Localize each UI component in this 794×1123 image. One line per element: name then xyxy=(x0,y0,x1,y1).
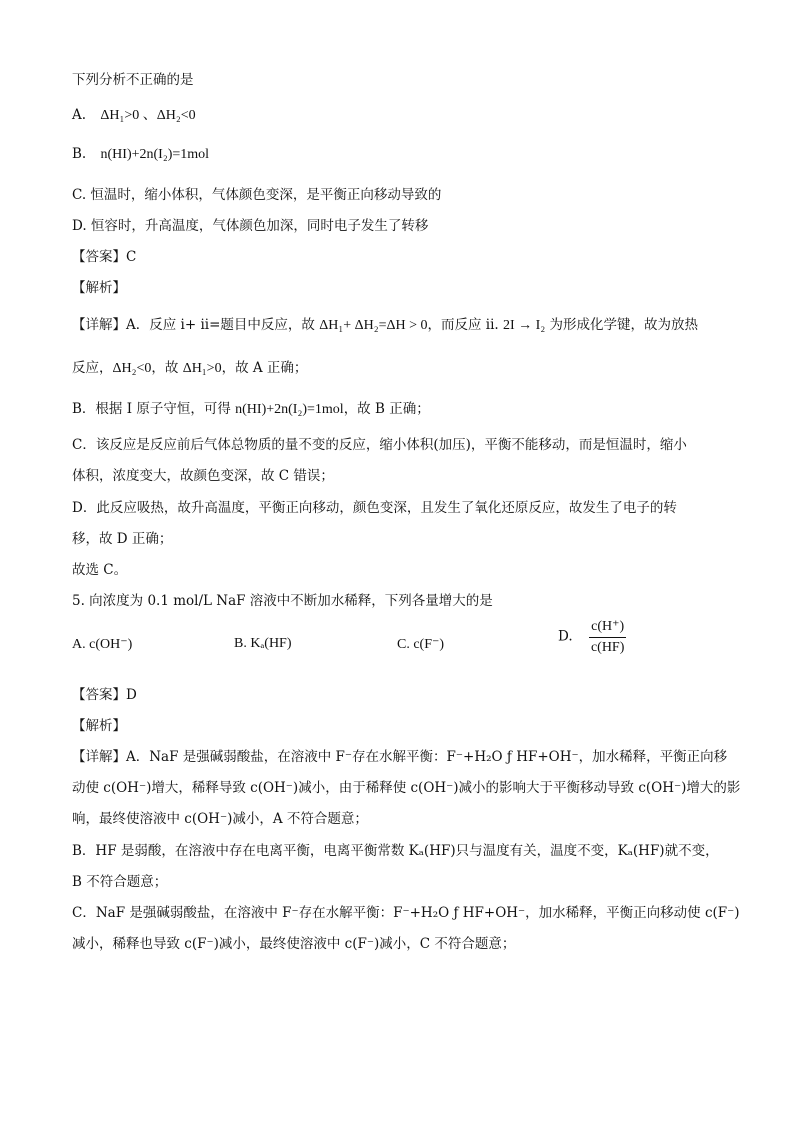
fraction-numerator: c(H⁺) xyxy=(589,618,626,638)
q5-detail-a-1: 【详解】A．NaF 是强碱弱酸盐，在溶液中 F⁻存在水解平衡：F⁻+H₂O ƒ HF+OH⁻，加水稀释，平衡正向移 xyxy=(72,749,728,765)
q4-detail-d-2: 移，故 D 正确； xyxy=(72,531,173,547)
q5-answer xyxy=(72,683,137,703)
q5-detail-a-3: 响，最终使溶液中 c(OH⁻)减小，A 不符合题意； xyxy=(72,811,368,827)
q5-detail-b-1: B．HF 是弱酸，在溶液中存在电离平衡，电离平衡常数 Kₐ(HF)只与温度有关，温度不变，Kₐ(HF)就不变， xyxy=(72,843,719,859)
q5-stem: 5. 向浓度为 0.1 mol/L NaF 溶液中不断加水稀释，下列各量增大的是 xyxy=(72,593,493,609)
q4-option-a-math: ΔH₁>0 、ΔH₂<0 xyxy=(100,108,196,123)
q4-detail-b xyxy=(72,397,430,418)
detail-text: 【详解】A．反应 i+ ii=题目中反应，故 xyxy=(72,317,320,333)
fraction-denominator: c(HF) xyxy=(590,640,625,655)
answer-value: C xyxy=(126,249,137,265)
q4-detail-line-1 xyxy=(72,313,698,334)
q5-option-d xyxy=(558,618,626,656)
detail-text: ，故 B 正确； xyxy=(343,401,430,417)
q4-detail-d-1: D．此反应吸热，故升高温度，平衡正向移动，颜色变深，且发生了氧化还原反应，故发生了电子的转 xyxy=(72,500,677,516)
q5-analysis-tag: 【解析】 xyxy=(72,718,126,734)
detail-math: n(HI)+2n(I₂)=1mol xyxy=(235,402,344,417)
q5-detail-b-2: B 不符合题意； xyxy=(72,874,168,890)
q4-option-b-label: B. xyxy=(72,146,87,162)
q5-option-d-label: D. xyxy=(558,628,573,645)
q5-detail-c-2: 减小，稀释也导致 c(F⁻)减小，最终使溶液中 c(F⁻)减小，C 不符合题意； xyxy=(72,936,516,952)
q4-detail-line-2 xyxy=(72,356,307,377)
q4-detail-c-2: 体积，浓度变大，故颜色变深，故 C 错误； xyxy=(72,468,334,484)
detail-text: ，故 A 正确； xyxy=(221,360,308,376)
q5-detail-a-2: 动使 c(OH⁻)增大，稀释导致 c(OH⁻)减小，由于稀释使 c(OH⁻)减小的影响大于平衡移动导致 c(OH⁻)增大的影 xyxy=(72,780,741,796)
answer-tag: 【答案】 xyxy=(72,687,126,703)
q5-detail-c-1: C．NaF 是强碱弱酸盐，在溶液中 F⁻存在水解平衡：F⁻+H₂O ƒ HF+OH⁻，加水稀释，平衡正向移动使 c(F⁻) xyxy=(72,905,740,921)
q4-option-a-label: A. xyxy=(72,107,87,123)
q4-option-d: D. 恒容时，升高温度，气体颜色加深，同时电子发生了转移 xyxy=(72,218,429,234)
q4-option-a xyxy=(72,104,196,124)
detail-text: ，而反应 ii. xyxy=(427,317,504,333)
q4-option-b-math: n(HI)+2n(I₂)=1mol xyxy=(100,147,210,162)
detail-math: ΔH₁+ ΔH₂=ΔH > 0 xyxy=(319,318,428,333)
detail-text: ，故 xyxy=(151,360,183,376)
detail-math: ΔH₂<0 xyxy=(112,361,152,376)
q5-option-a: A. c(OH⁻) xyxy=(72,637,133,652)
detail-math: 2I → I₂ xyxy=(503,318,546,333)
q4-answer xyxy=(72,245,136,265)
q4-detail-c-1: C．该反应是反应前后气体总物质的量不变的反应，缩小体积(加压)，平衡不能移动，而是恒温时，缩小 xyxy=(72,437,687,453)
q4-conclusion: 故选 C。 xyxy=(72,562,128,578)
answer-value: D xyxy=(126,687,137,703)
detail-text: 为形成化学键，故为放热 xyxy=(545,317,699,333)
q4-option-c: C. 恒温时，缩小体积，气体颜色变深，是平衡正向移动导致的 xyxy=(72,187,442,203)
q5-option-d-fraction xyxy=(589,618,626,656)
q5-option-c: C. c(F⁻) xyxy=(397,637,445,652)
detail-math: ΔH₁>0 xyxy=(182,361,222,376)
q4-option-b xyxy=(72,146,209,163)
detail-text: B．根据 I 原子守恒，可得 xyxy=(72,401,236,417)
answer-tag: 【答案】 xyxy=(72,249,126,265)
q5-option-b: B. Kₐ(HF) xyxy=(234,636,292,651)
detail-text: 反应， xyxy=(72,360,113,376)
q4-analysis-tag: 【解析】 xyxy=(72,280,126,296)
q4-stem: 下列分析不正确的是 xyxy=(72,72,194,88)
